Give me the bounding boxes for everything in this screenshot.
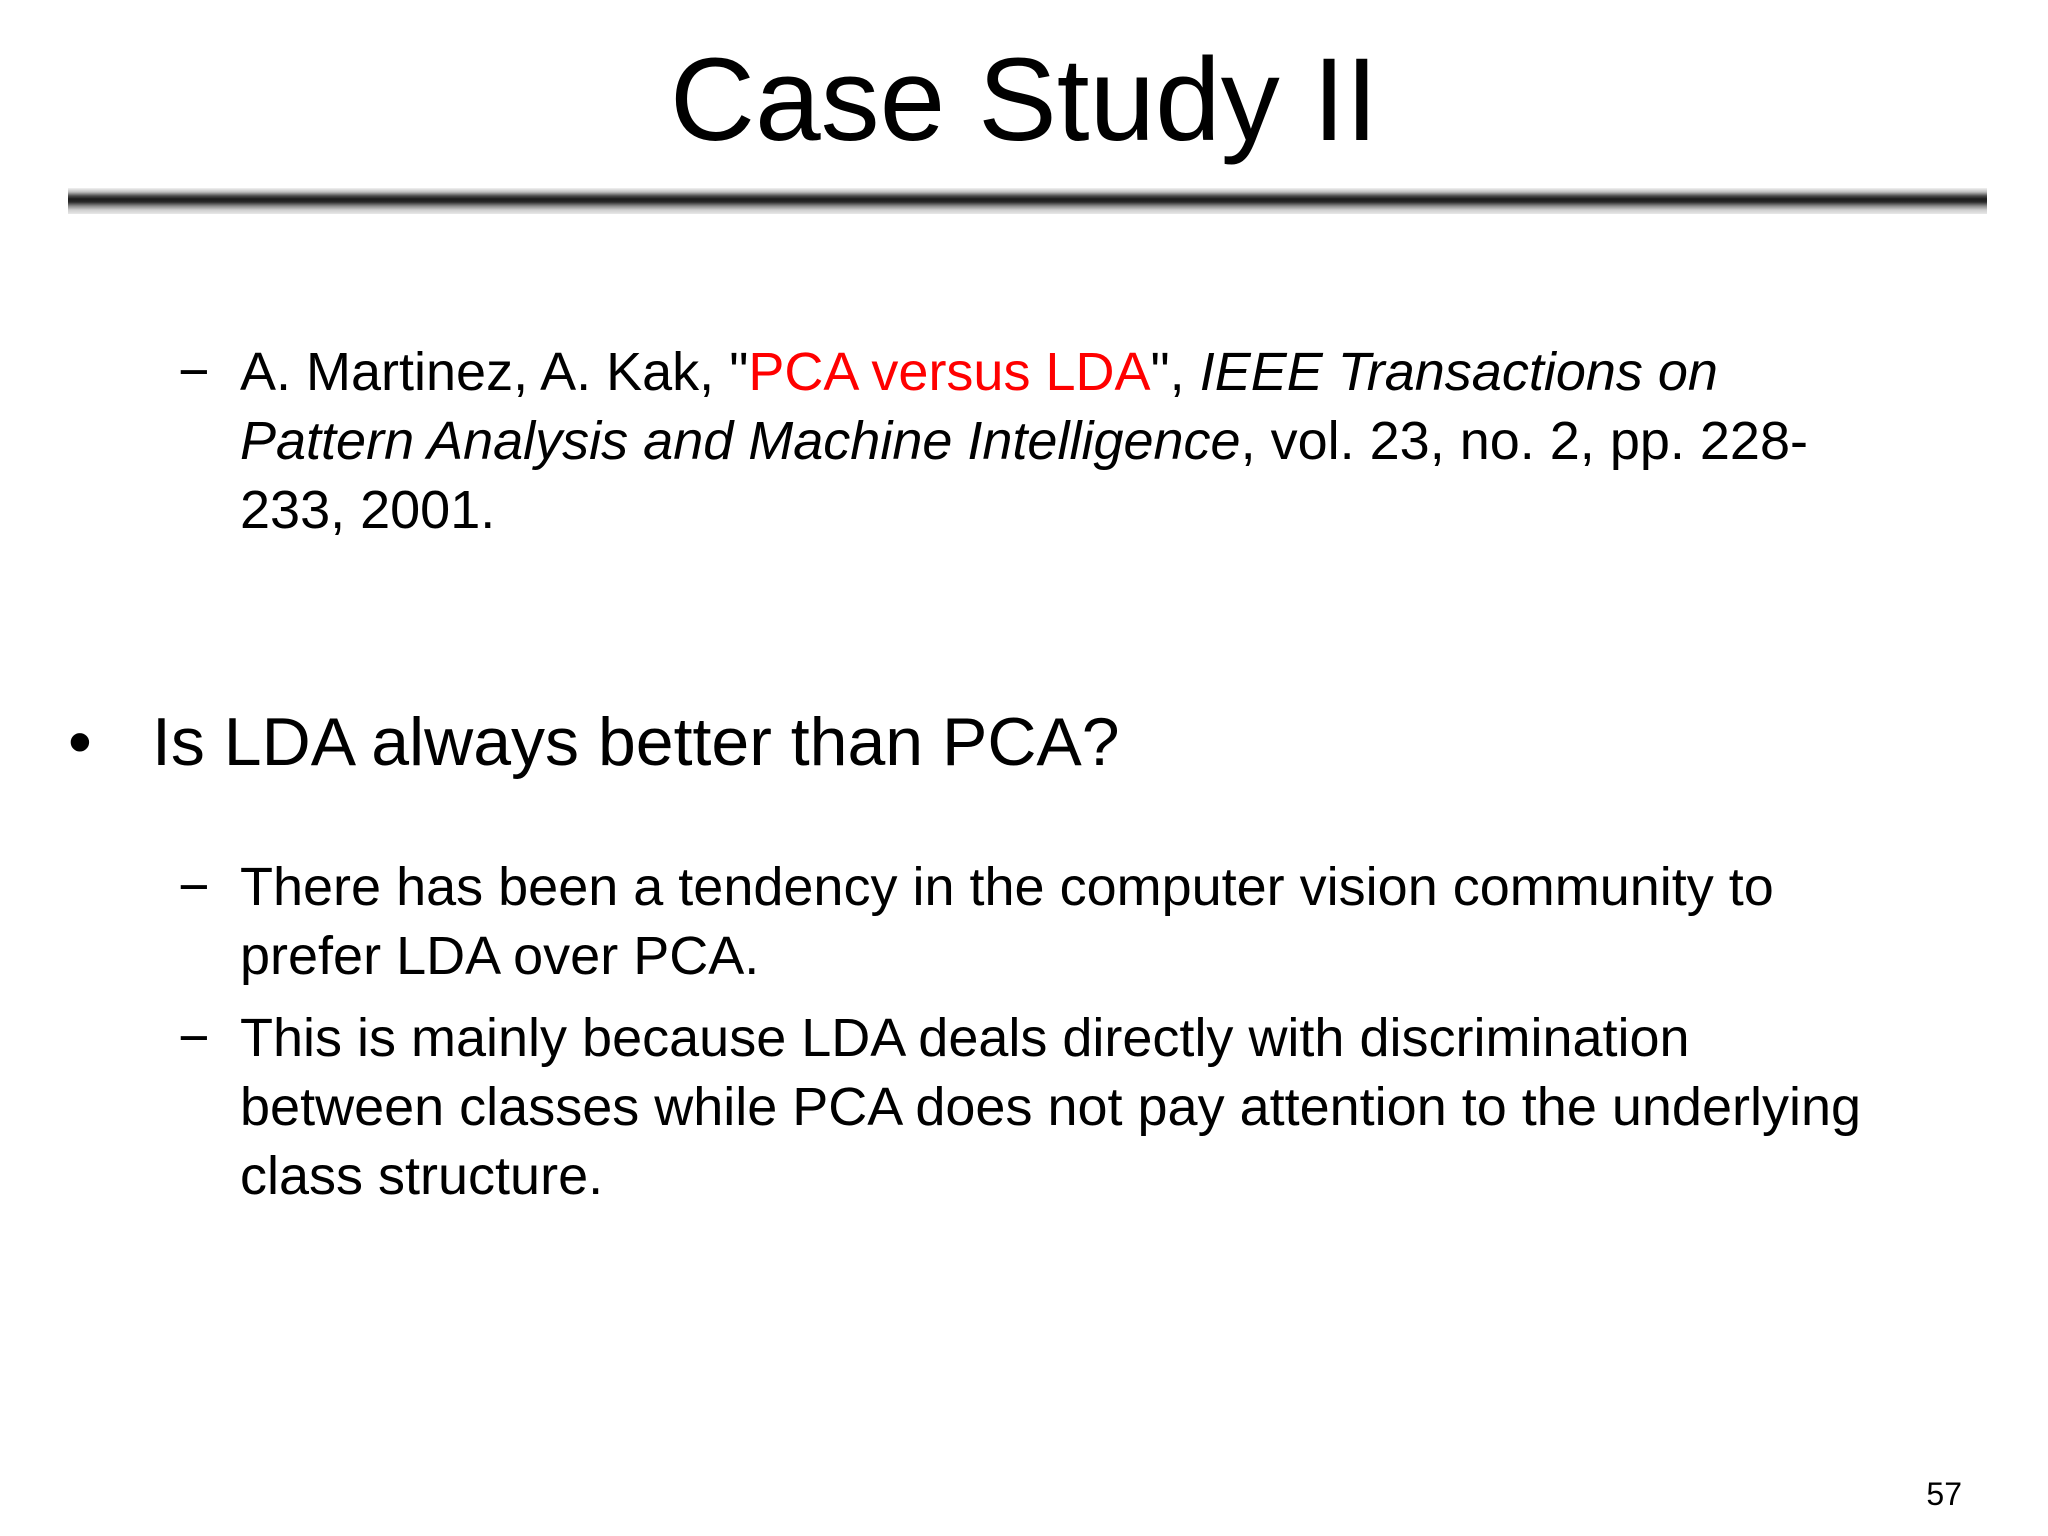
slide-title: Case Study II bbox=[669, 34, 1379, 166]
sub-item-line: This is mainly because LDA deals directly with discrimination bbox=[240, 1008, 1690, 1068]
page-number: 57 bbox=[1926, 1476, 1962, 1512]
sub-item-line: prefer LDA over PCA. bbox=[240, 926, 760, 986]
reference-line-3: 233, 2001. bbox=[240, 480, 496, 540]
reference-item bbox=[178, 338, 1978, 548]
dash-marker: − bbox=[178, 1008, 210, 1068]
sub-item-line: between classes while PCA does not pay attention to the underlying bbox=[240, 1077, 1862, 1137]
reference-journal-part-1: IEEE Transactions on bbox=[1199, 342, 1718, 402]
dash-marker: − bbox=[178, 857, 210, 917]
reference-text bbox=[240, 338, 1960, 545]
reference-line-2 bbox=[240, 407, 1960, 476]
reference-authors: A. Martinez, A. Kak, " bbox=[240, 342, 749, 402]
bullet-text: Is LDA always better than PCA? bbox=[152, 704, 1120, 780]
title-divider bbox=[68, 188, 1987, 214]
bullet-marker: • bbox=[68, 704, 92, 780]
reference-after-title: ", bbox=[1150, 342, 1200, 402]
sub-item bbox=[178, 853, 1978, 993]
sub-item-line: There has been a tendency in the computer vision community to bbox=[240, 857, 1774, 917]
reference-journal-part-2: Pattern Analysis and Machine Intelligence bbox=[240, 411, 1241, 471]
reference-details: , vol. 23, no. 2, pp. 228- bbox=[1240, 411, 1808, 471]
dash-marker: − bbox=[178, 342, 210, 402]
reference-line-1 bbox=[240, 338, 1960, 407]
sub-item bbox=[178, 1004, 1978, 1214]
sub-item-text bbox=[240, 853, 1960, 991]
reference-paper-title: PCA versus LDA bbox=[748, 342, 1151, 402]
sub-item-line: class structure. bbox=[240, 1146, 604, 1206]
sub-item-text bbox=[240, 1004, 1960, 1211]
